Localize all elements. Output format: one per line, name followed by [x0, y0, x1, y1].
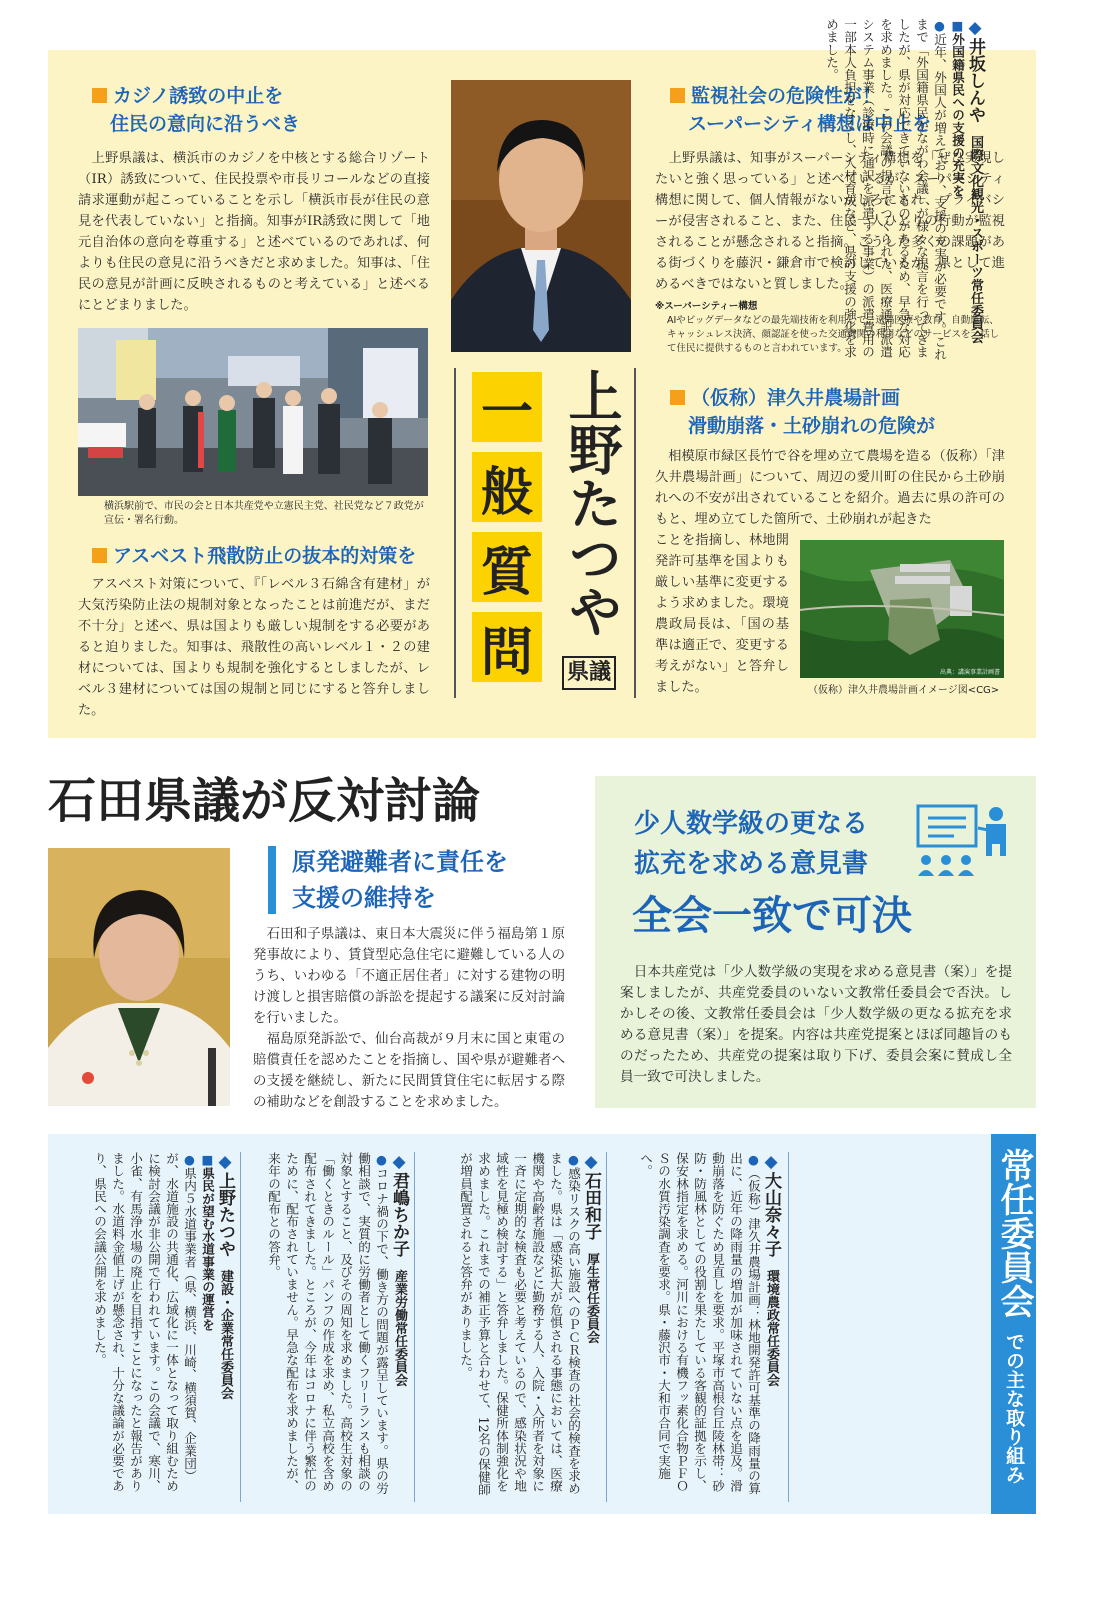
class-size-title: 少人数学級の更なる 拡充を求める意見書: [634, 809, 869, 879]
column-divider: [240, 1152, 241, 1502]
ishida-headline: 石田県議が反対討論: [48, 773, 481, 829]
title-tile: 一: [472, 372, 542, 442]
banner-sub: での主な取り組み: [1003, 1332, 1025, 1484]
member-text: 近年、外国人が増えており、支援の充実が必要です。これまで「外国籍県民かながわ会議」が様々な提言を行ってきましたが、県が対応できていないものがあるため、早急な対応を求めました。この会議の提言でつくられた、医療通訳派遣システム事業（診療時に通訳を派遣する事業）の派遣費用の一部本人負担をなくし、人材育成など、県の支援の強化を求めました。: [824, 18, 947, 361]
farm-body: 相模原市緑区長竹で谷を埋め立て農場を造る（仮称）「津久井農場計画」について、周辺の愛川町の住民から土砂崩れへの不安が出されていることを紹介。過去に県の許可のもと、埋め立てした箇所で、土砂崩れが起きた: [655, 449, 1005, 527]
member-text: 感染リスクの高い施設へのＰＣＲ検査の社会的検査を求めました。県は「感染拡大が危惧される事態においては、医療機関や高齢者施設などに勤務する人、入院・入所者を対象に一斉に定期的な検査も必要と考えているので、感染状況や地域性を見極め検討する」と答弁しました。保健所体制強化を求めました。これまでの補正予算と合わせて、12名の保健師が増員配置されると答弁がありました。: [458, 1152, 581, 1496]
member-committee: 建設・企業常任委員会: [218, 1269, 233, 1400]
image-credit: 出典：講演事業計画書: [939, 669, 1000, 676]
member-name: ◆君嶋ちか子: [389, 1152, 409, 1257]
member-name: ◆大山奈々子: [761, 1152, 781, 1257]
committee-member-oyama: ◆大山奈々子 環境農政常任委員会 ●（仮称）津久井農場計画：林地開発許可基準の降雨量の算出に、近年の降雨量の増加が加味されていない点を追及。滑動崩落を防ぐため見直しを要求。平塚市高根台丘陵林帯：砂防・防風林としての役割を果たしている客観的証拠を示し、保安林指定を求める。河川における有機フッ素化合物ＰＦＯＳの水質汚染調査を要求。県・藤沢市・大和市合同で実施へ。: [638, 1152, 781, 1495]
farm-body-side: ことを指摘し、林地開発許可基準を国よりも厳しい基準に変更するよう求めました。環境農政局長は、「国の基準は適正で、変更する考えがない」と答弁しました。: [655, 533, 789, 695]
member-committee: 環境農政常任委員会: [764, 1269, 779, 1387]
orange-square-icon: [670, 88, 685, 103]
member-committee: 国際文化観光・スポーツ常任委員会: [968, 135, 983, 344]
committee-member-kimishima: ◆君嶋ちか子 産業労働常任委員会 ●コロナ禍の下で、働き方の問題が露呈しています。県の労働相談で、実質的に労働者として働くフリーランスも相談の対象とすること、及びその周知を求めました。高校生対象の「働くときのルール」パンフの作成を求め、私立高校を含め配布されてきました。ところが、今年はコロナに伴う繁忙のために、配布されていません。早急な配布を求めましたが、来年の配布との答弁。: [266, 1152, 409, 1495]
ishida-subhead: 原発避難者に責任を 支援の維持を: [292, 848, 508, 912]
farm-image-caption: （仮称）津久井農場計画イメージ図<CG>: [808, 685, 1000, 696]
member-name: ◆井坂しんや: [965, 18, 985, 123]
classroom-icon: [914, 800, 1018, 880]
asbestos-heading: アスベスト飛散防止の抜本的対策を: [92, 542, 432, 570]
photo-caption: 横浜駅前で、市民の会と日本共産党や立憲民主党、社民党など７政党が宣伝・署名行動。: [104, 501, 424, 526]
orange-square-icon: [92, 88, 107, 103]
member-text: コロナ禍の下で、働き方の問題が露呈しています。県の労働相談で、実質的に労働者として働くフリーランスも相談の対象とすること、及びその周知を求めました。高校生対象の「働くときのルール」パンフの作成を求め、私立高校を含め配布されてきました。ところが、今年はコロナに伴う繁忙のために、配布されていません。早急な配布を求めましたが、来年の配布との答弁。: [266, 1152, 389, 1495]
orange-square-icon: [92, 548, 107, 563]
member-topic: 県民が望む水道事業の運営を: [200, 1167, 215, 1331]
banner-main: 常任委員会: [994, 1148, 1034, 1318]
class-size-result: 全会一致で可決: [632, 893, 912, 939]
column-divider: [414, 1152, 415, 1502]
role-badge: 県議: [562, 656, 616, 690]
ishida-portrait: [48, 848, 230, 1106]
member-committee: 厚生常任委員会: [584, 1252, 599, 1344]
casino-heading: カジノ誘致の中止を 住民の意向に沿うべき: [92, 82, 432, 138]
member-text: （仮称）津久井農場計画：林地開発許可基準の降雨量の算出に、近年の降雨量の増加が加味されていない点を追及。滑動崩落を防ぐため見直しを要求。平塚市高根台丘陵林帯：砂防・防風林としての役割を果たしている客観的証拠を示し、保安林指定を求める。河川における有機フッ素化合物ＰＦＯＳの水質汚染調査を要求。県・藤沢市・大和市合同で実施へ。: [638, 1152, 761, 1495]
ueno-portrait: [451, 80, 631, 352]
member-text: 県内５水道事業者（県、横浜、川崎、横須賀、企業団）が、水道施設の共通化、広域化に一体となって取り組むために検討会議が非公開で行われています。この会議で、寒川、小雀、有馬浄水場の廃止を目指すことになったと報告がありました。水道料金値上げが懸念され、十分な議論が必要であり、県民への会議公開を求めました。: [92, 1152, 197, 1493]
farm-heading: （仮称）津久井農場計画 滑動崩落・土砂崩れの危険が: [670, 384, 1010, 440]
supercity-heading: 監視社会の危険性が！ スーパーシティ構想は中止を: [670, 82, 1010, 138]
committee-member-ishida: ◆石田和子 厚生常任委員会 ●感染リスクの高い施設へのＰＣＲ検査の社会的検査を求めました。県は「感染拡大が危惧される事態においては、医療機関や高齢者施設などに勤務する人、入院・入所者を対象に一斉に定期的な検査も必要と考えているので、感染状況や地域性を見極め検討する」と答弁しました。保健所体制強化を求めました。これまでの補正予算と合わせて、12名の保健師が増員配置されると答弁がありました。: [458, 1152, 601, 1496]
title-rule-left: [454, 368, 456, 698]
casino-body: 上野県議は、横浜市のカジノを中核とする総合リゾート（IR）誘致について、住民投票や市長リコールなどの直接請求運動が起こっていることを示し「横浜市長が住民の意見を代表していない」と指摘。知事がIR誘致に関して「地元自治体の意向を尊重する」と述べているのであれば、何よりも住民の意見に沿うべきだと求めました。知事は、「住民の意見が計画に反映されるものと考えている」と述べるにとどまりました。: [78, 151, 430, 313]
committee-member-ueno: ◆上野たつや 建設・企業常任委員会 ■県民が望む水道事業の運営を ●県内５水道事業者（県、横浜、川崎、横須賀、企業団）が、水道施設の共通化、広域化に一体となって取り組むために検討会議が非公開で行われています。この会議で、寒川、小雀、有馬浄水場の廃止を目指すことになったと報告がありました。水道料金値上げが懸念され、十分な議論が必要であり、県民への会議公開を求めました。: [92, 1152, 235, 1493]
title-rule-right: [634, 368, 636, 698]
supercity-body: 上野県議は、知事がスーパーシティ構想を「ぜひ実現したいと強く思っている」と述べているが、スーパーシティ構想に関して、個人情報がないがしろにされ、プライバシーが侵害されること、また、住民一人ひとりの行動が監視されることが懸念されると指摘。こうした多くの課題がある街づくりを藤沢・鎌倉市で検討しているが、県として進めるべきではないと質しました。: [655, 151, 1005, 292]
title-tile: 質: [472, 532, 542, 602]
committee-member-isaka: ◆井坂しんや 国際文化観光・スポーツ常任委員会 ■外国籍県民への支援の充実を ●近年、外国人が増えており、支援の充実が必要です。これまで「外国籍県民かながわ会議」が様々な提言を行ってきましたが、県が対応できていないものがあるため、早急な対応を求めました。この会議の提言でつくられた、医療通訳派遣システム事業（診療時に通訳を派遣する事業）の派遣費用の一部本人負担をなくし、人材育成など、県の支援の強化を求めました。: [824, 18, 985, 361]
class-size-body: 日本共産党は「少人数学級の実現を求める意見書（案）」を提案しましたが、共産党委員のいない文教常任委員会で否決。しかしその後、文教常任委員会は「少人数学級の更なる拡充を求める意見書（案）」を提案。内容は共産党提案とほぼ同趣旨のものだったため、共産党の提案は取り下げ、委員会案に賛成し全員一致で可決しました。: [620, 964, 1012, 1085]
general-question-tiles: [472, 372, 552, 692]
ueno-name: 上野たつや: [560, 368, 624, 638]
farm-plan-image: [800, 540, 1004, 678]
member-committee: 産業労働常任委員会: [392, 1269, 407, 1387]
member-topic: 外国籍県民への支援の充実を: [950, 33, 965, 197]
street-campaign-photo: [78, 328, 428, 496]
asbestos-body: アスベスト対策について、『「レベル３石綿含有建材」が大気汚染防止法の規制対象となったことは前進だが、まだ不十分」と述べ、県は国よりも厳しい規制をする必要があると迫りました。知事は、飛散性の高いレベル１・２の建材については、国よりも規制を強化するとしましたが、レベル３建材については国の規制と同じにすると答弁しました。: [78, 577, 430, 718]
column-divider: [606, 1152, 607, 1502]
title-tile: 問: [472, 612, 542, 682]
supercity-note: ※スーパーシティー構想 AIやビッグデータなどの最先端技術を利用して、遠隔医療や教育、自動運転、キャッシュレス決済、顔認証を使った交通機関の利用などのサービスを一括して住民に提供するものと言われています。: [655, 301, 1000, 354]
member-name: ◆上野たつや: [215, 1152, 235, 1257]
title-tile: 般: [472, 452, 542, 522]
ishida-body: 石田和子県議は、東日本大震災に伴う福島第１原発事故により、賃貸型応急住宅に避難している人のうち、いわゆる「不適正居住者」に対する建物の明け渡しと損害賠償の訴訟を提起する議案に反対討論を行いました。 福島原発訴訟で、仙台高裁が９月末に国と東電の賠償責任を認めたことを指摘し、国や県が避難者への支援を継続し、新たに民間賃貸住宅に転居する際の補助などを創設することを求めました。: [253, 927, 565, 1110]
subhead-bar: [268, 846, 276, 914]
orange-square-icon: [670, 390, 685, 405]
column-divider: [788, 1152, 789, 1502]
member-name: ◆石田和子: [581, 1152, 601, 1240]
committee-banner: [991, 1134, 1036, 1514]
